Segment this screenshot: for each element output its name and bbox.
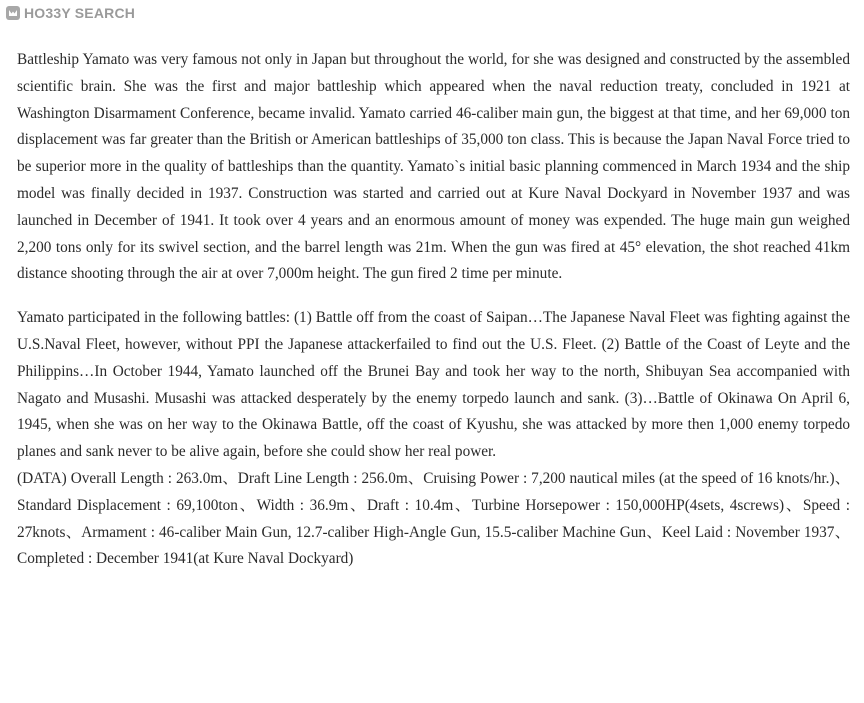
paragraph-yamato-history: Battleship Yamato was very famous not only in Japan but throughout the world, for she was designed and constructed by the assembled scientific brain. She was the first and major battleship which appeared when the naval reduction treaty, concluded in 1921 at Washington Disarmament Conference, became invalid. Yamato carried 46-caliber main gun, the biggest at that time, and her 69,000 ton displacement was far greater than the British or American battleships of 35,000 ton class. This is because the Japan Naval Force tried to be superior more in the quality of battleships than the quantity. Yamato`s initial basic planning commenced in March 1934 and the ship model was finally decided in 1937. Construction was started and carried out at Kure Naval Dockyard in November 1937 and was launched in December of 1941. It took over 4 years and an enormous amount of money was expended. The huge main gun weighed 2,200 tons only for its swivel section, and the barrel length was 21m. When the gun was fired at 45° elevation, the shot reached 41km distance shooting through the air at over 7,000m height. The gun fired 2 time per minute. bbox=[17, 51, 850, 283]
document-body bbox=[17, 47, 850, 573]
paragraph-battles-and-data: Yamato participated in the following battles: (1) Battle off from the coast of Saipan…The Japanese Naval Fleet was fighting against the U.S.Naval Fleet, however, without PPI the Japanese attackerfailed to find out the U.S. Fleet. (2) Battle of the Coast of Leyte and the Philippins…In October 1944, Yamato launched off the Brunei Bay and took her way to the north, Shibuyan Sea accompanied with Nagato and Musashi. Musashi was attacked desperately by the enemy torpedo launch and sank. (3)…Battle of Okinawa On April 6, 1945, when she was on her way to the Okinawa Battle, off the coast of Kyushu, she was attacked by more then 1,000 enemy torpedo planes and sank never to be alive again, before she could show her real power. (DATA) Overall Length : 263.0m、Draft Line Length : 256.0m、Cruising Power : 7,200 nautical miles (at the speed of 16 knots/hr.)、Standard Displacement : 69,100ton、Width : 36.9m、Draft : 10.4m、Turbine Horsepower : 150,000HP(4sets, 4screws)、Speed : 27knots、Armament : 46-caliber Main Gun, 12.7-caliber High-Angle Gun, 15.5-caliber Machine Gun、Keel Laid : November 1937、Completed : December 1941(at Kure Naval Dockyard) bbox=[17, 309, 850, 568]
watermark-text: HO33Y SEARCH bbox=[24, 5, 136, 21]
watermark-logo bbox=[6, 5, 135, 21]
hobby-search-logo-icon bbox=[6, 6, 20, 20]
